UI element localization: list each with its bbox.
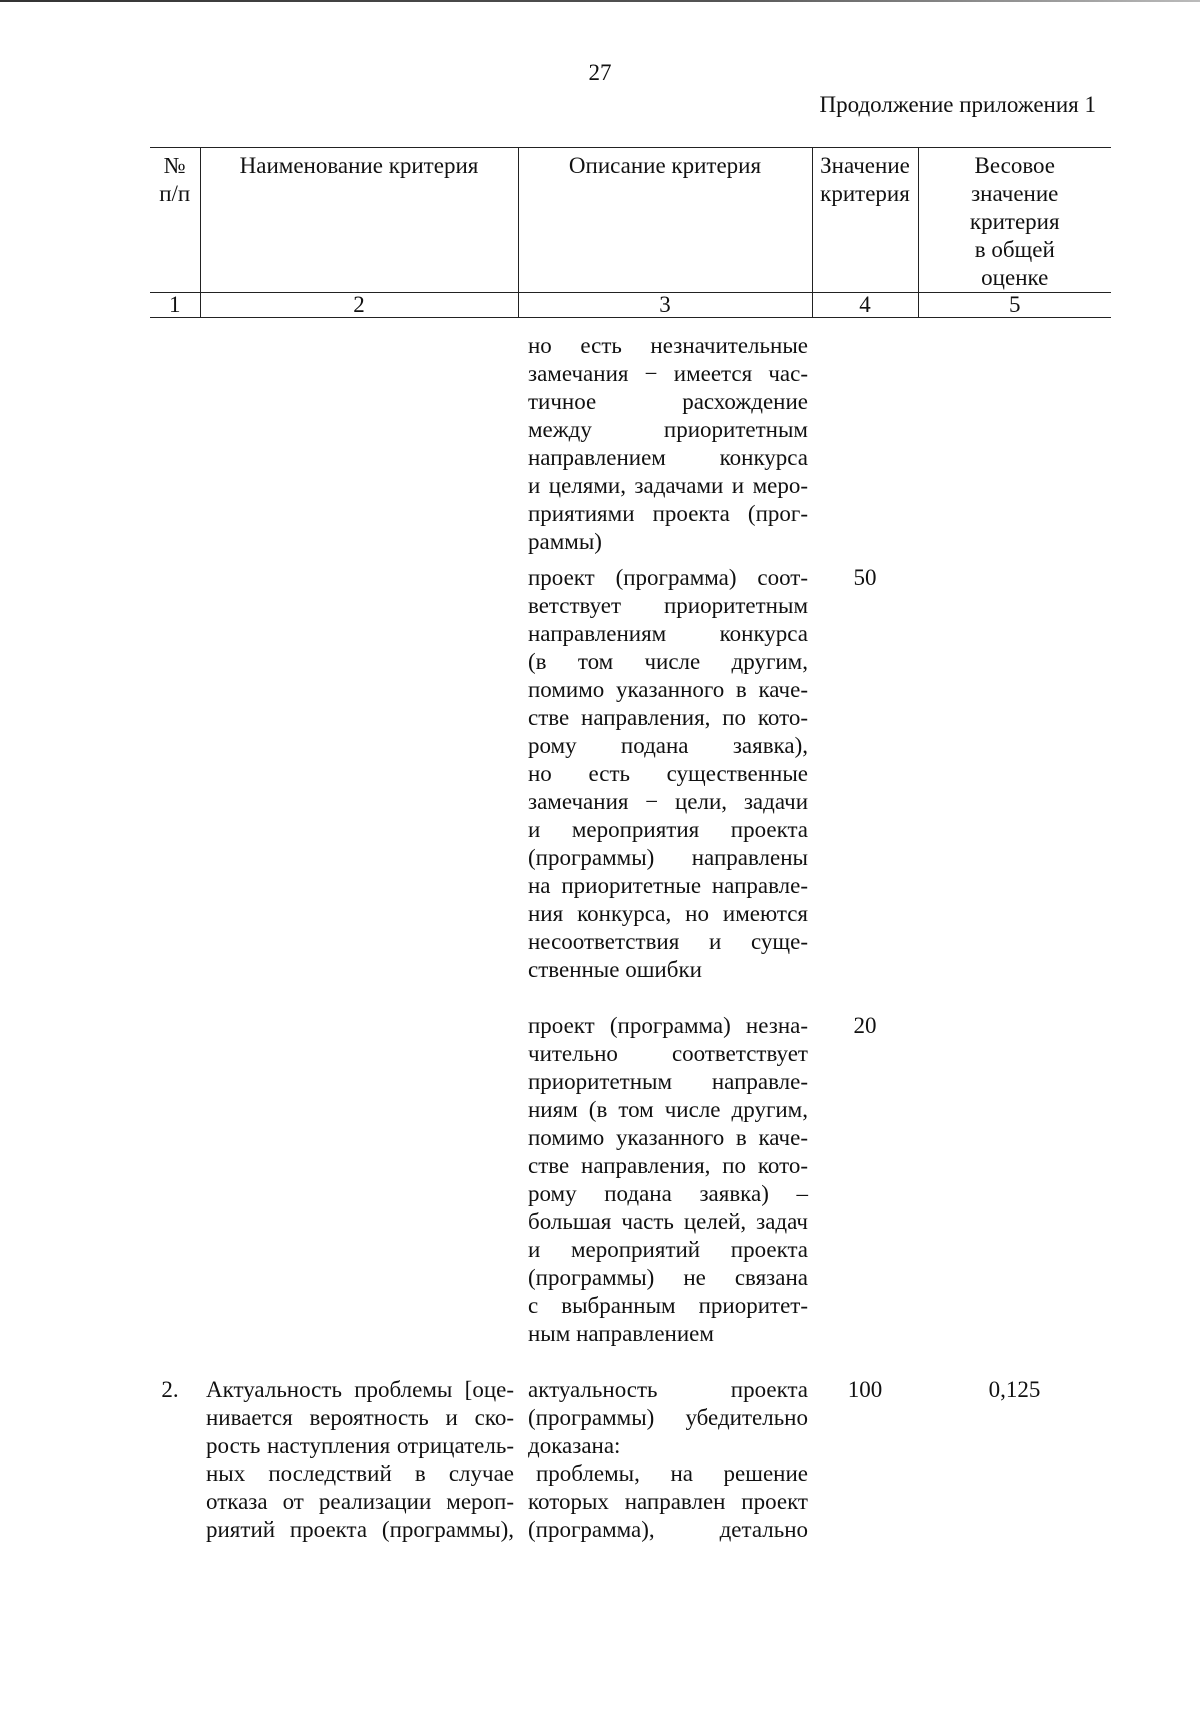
text-line: стве направления, по кото-	[528, 1153, 808, 1178]
row-description	[518, 318, 812, 565]
criteria-table	[150, 147, 1111, 1544]
text-line: проект (программа) соот-	[528, 565, 808, 590]
text-line: помимо указанного в каче-	[528, 677, 808, 702]
text-line: помимо указанного в каче-	[528, 1125, 808, 1150]
header-weight	[918, 148, 1111, 293]
text-line: ниям (в том числе другим,	[528, 1097, 808, 1122]
row-value: 20	[853, 1013, 877, 1038]
table-row	[150, 1012, 1111, 1376]
column-number-1: 1	[150, 293, 200, 318]
text-line: (программы) не связана	[528, 1265, 808, 1290]
text-line: критерия	[969, 209, 1060, 234]
text-line: доказана:	[528, 1433, 621, 1458]
column-number-row	[150, 293, 1111, 318]
text-line: Значение	[820, 153, 910, 178]
column-number-2: 2	[200, 293, 518, 318]
column-number-4: 4	[812, 293, 918, 318]
column-number-5: 5	[918, 293, 1111, 318]
text-line: приоритетным направле-	[528, 1069, 808, 1094]
text-line: Описание критерия	[568, 153, 762, 178]
row-value: 100	[847, 1377, 883, 1402]
row-value	[812, 318, 918, 565]
row-num	[150, 564, 200, 1012]
text-line: ственные ошибки	[528, 957, 702, 982]
header-num	[150, 148, 200, 293]
header-name	[200, 148, 518, 293]
row-description	[518, 1376, 812, 1544]
table-header-row	[150, 148, 1111, 293]
text-line: оценке	[981, 265, 1049, 290]
scan-top-edge	[0, 0, 1200, 2]
row-num	[150, 318, 200, 565]
text-line: Актуальность проблемы [оце-	[206, 1377, 514, 1402]
header-value	[812, 148, 918, 293]
text-line: ветствует приоритетным	[528, 593, 808, 618]
text-line: п/п	[159, 181, 191, 206]
row-name	[200, 1376, 518, 1544]
text-line: значение	[971, 181, 1059, 206]
text-line: большая часть целей, задач	[528, 1209, 808, 1234]
table-row	[150, 1376, 1111, 1544]
text-line: и мероприятия проекта	[528, 817, 808, 842]
text-line: ных последствий в случае	[206, 1461, 514, 1486]
row-weight	[918, 1012, 1111, 1376]
row-name	[200, 318, 518, 565]
text-line: замечания − имеется час-	[528, 361, 808, 386]
row-weight: 0,125	[988, 1377, 1041, 1402]
text-line: и целями, задачами и меро-	[528, 473, 808, 498]
text-line: и мероприятий проекта	[528, 1237, 808, 1262]
table-row	[150, 564, 1111, 1012]
text-line: проект (программа) незна-	[528, 1013, 808, 1038]
row-num: 2.	[161, 1377, 179, 1402]
text-line: замечания − цели, задачи	[528, 789, 808, 814]
page-number: 27	[588, 60, 612, 85]
column-number-3: 3	[518, 293, 812, 318]
row-value: 50	[853, 565, 877, 590]
row-description	[518, 564, 812, 1012]
text-line: проблемы, на решение	[536, 1461, 808, 1486]
text-line: с выбранным приоритет-	[528, 1293, 808, 1318]
text-line: в общей	[974, 237, 1055, 262]
text-line: приятиями проекта (прог-	[528, 501, 808, 526]
text-line: но есть существенные	[528, 761, 808, 786]
text-line: стве направления, по кото-	[528, 705, 808, 730]
text-line: тичное расхождение	[528, 389, 808, 414]
text-line: (программа), детально	[528, 1517, 808, 1542]
text-line: критерия	[820, 181, 910, 206]
row-name	[200, 1012, 518, 1376]
text-line: между приоритетным	[528, 417, 808, 442]
text-line: направлениям конкурса	[528, 621, 808, 646]
text-line: раммы)	[528, 529, 602, 554]
text-line: рому подана заявка) –	[528, 1181, 808, 1206]
row-name	[200, 564, 518, 1012]
text-line: нивается вероятность и ско-	[206, 1405, 514, 1430]
row-weight	[918, 318, 1111, 565]
text-line: рому подана заявка),	[528, 733, 808, 758]
text-line: но есть незначительные	[528, 333, 808, 358]
row-description	[518, 1012, 812, 1376]
text-line: рость наступления отрицатель-	[206, 1433, 514, 1458]
text-line: (программы) направлены	[528, 845, 808, 870]
text-line: риятий проекта (программы),	[206, 1517, 514, 1542]
row-num	[150, 1012, 200, 1376]
row-weight	[918, 564, 1111, 1012]
text-line: несоответствия и суще-	[528, 929, 808, 954]
header-description	[518, 148, 812, 293]
text-line: ния конкурса, но имеются	[528, 901, 808, 926]
text-line: отказа от реализации мероп-	[206, 1489, 514, 1514]
text-line: (в том числе другим,	[528, 649, 808, 674]
text-line: которых направлен проект	[528, 1489, 808, 1514]
text-line: ным направлением	[528, 1321, 714, 1346]
appendix-title: Продолжение приложения 1	[819, 92, 1096, 117]
text-line: актуальность проекта	[528, 1377, 808, 1402]
text-line: (программы) убедительно	[528, 1405, 808, 1430]
text-line: на приоритетные направле-	[528, 873, 808, 898]
text-line: Наименование критерия	[239, 153, 479, 178]
text-line: Весовое	[974, 153, 1056, 178]
text-line: чительно соответствует	[528, 1041, 808, 1066]
table-row	[150, 318, 1111, 565]
text-line: направлением конкурса	[528, 445, 808, 470]
text-line: №	[163, 153, 186, 178]
